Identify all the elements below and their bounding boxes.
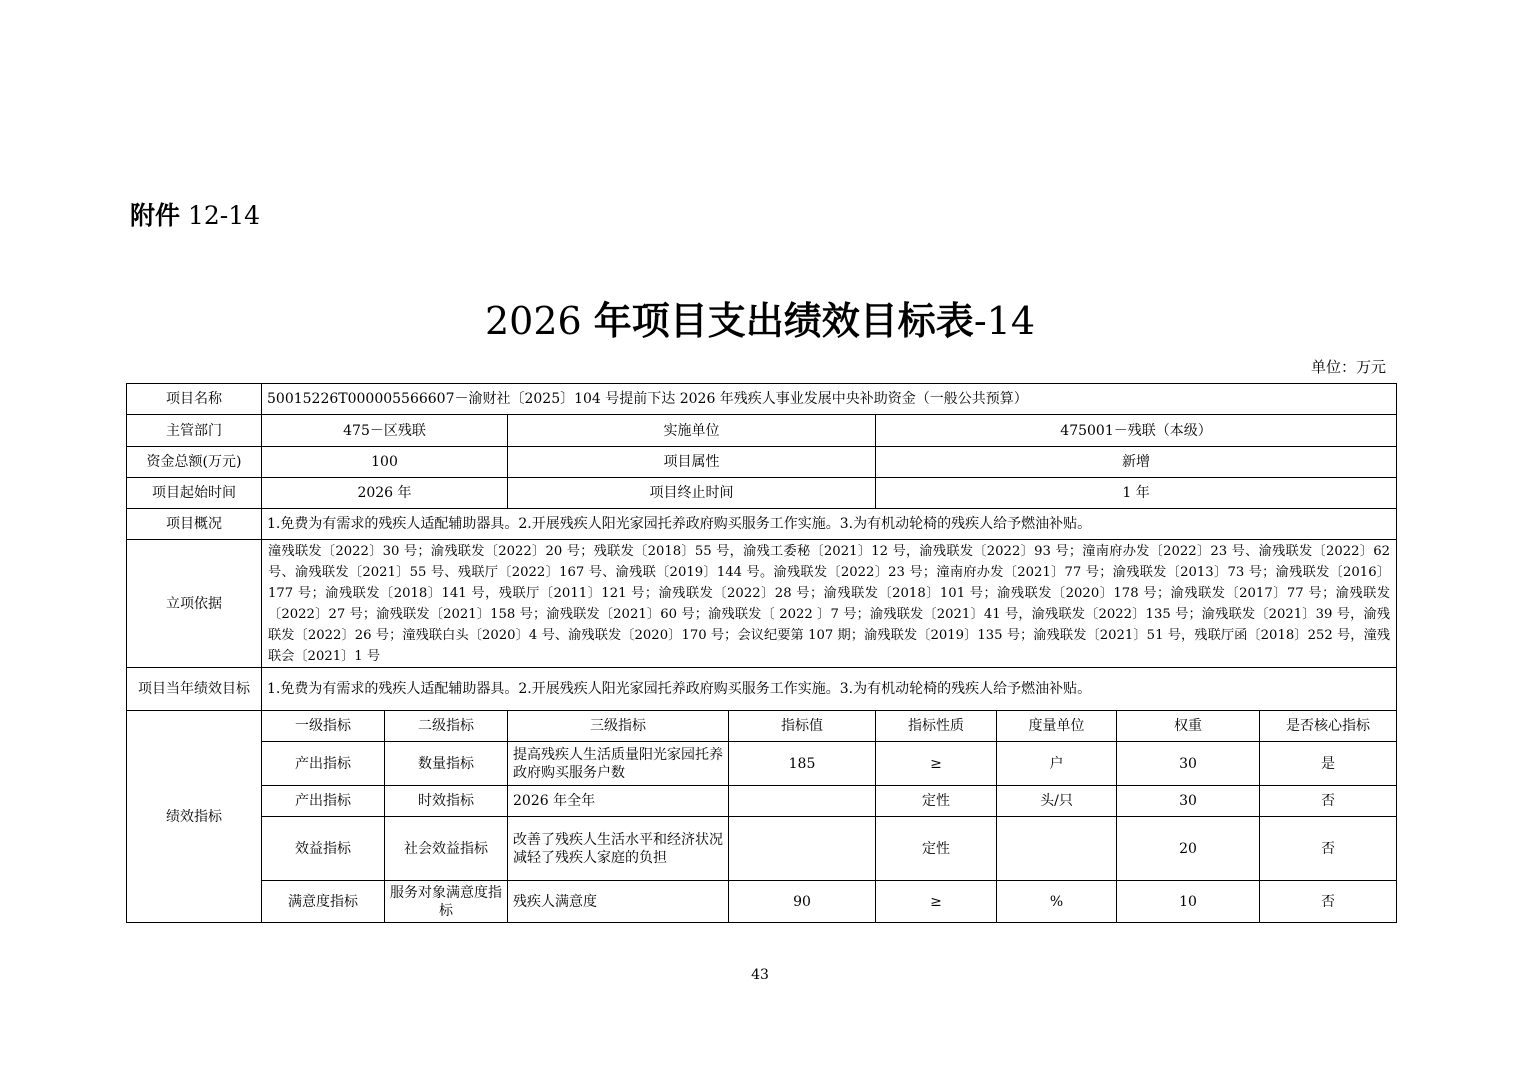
title-suffix: -14	[973, 299, 1036, 343]
table-row	[127, 817, 1397, 881]
project-name: 50015226T000005566607－渝财社〔2025〕104 号提前下达 2026 年残疾人事业发展中央补助资金（一般公共预算）	[262, 384, 1397, 415]
goal-label: 项目当年绩效目标	[127, 668, 262, 711]
attr-value: 新增	[876, 447, 1397, 478]
perf-cell	[729, 817, 876, 881]
perf-cell: 定性	[876, 817, 997, 881]
perf-cell: 2026 年全年	[508, 786, 729, 817]
perf-header: 指标值	[729, 711, 876, 742]
perf-cell	[997, 817, 1117, 881]
attachment-label: 附件	[130, 201, 181, 230]
perf-cell: 满意度指标	[262, 881, 385, 923]
perf-cell: 效益指标	[262, 817, 385, 881]
end-label: 项目终止时间	[508, 478, 876, 509]
overview-label: 项目概况	[127, 509, 262, 540]
perf-header: 二级指标	[385, 711, 508, 742]
table-row	[127, 540, 1397, 668]
page-title	[0, 296, 1520, 346]
attachment-number: 12-14	[187, 201, 261, 230]
overview-text: 1.免费为有需求的残疾人适配辅助器具。2.开展残疾人阳光家园托养政府购买服务工作实施。3.为有机动轮椅的残疾人给予燃油补贴。	[262, 509, 1397, 540]
perf-cell: %	[997, 881, 1117, 923]
basis-label: 立项依据	[127, 540, 262, 668]
funds-label: 资金总额(万元)	[127, 447, 262, 478]
table-row	[127, 881, 1397, 923]
project-name-label: 项目名称	[127, 384, 262, 415]
perf-cell: 185	[729, 742, 876, 786]
perf-header: 度量单位	[997, 711, 1117, 742]
perf-cell	[729, 786, 876, 817]
perf-cell: 30	[1117, 786, 1260, 817]
perf-cell: 产出指标	[262, 742, 385, 786]
impl-label: 实施单位	[508, 415, 876, 447]
funds-value: 100	[262, 447, 508, 478]
dept-value: 475－区残联	[262, 415, 508, 447]
perf-cell: 户	[997, 742, 1117, 786]
attr-label: 项目属性	[508, 447, 876, 478]
perf-cell: 否	[1260, 881, 1397, 923]
impl-value: 475001－残联（本级）	[876, 415, 1397, 447]
perf-label: 绩效指标	[127, 711, 262, 923]
perf-header: 三级指标	[508, 711, 729, 742]
basis-text: 潼残联发〔2022〕30 号；渝残联发〔2022〕20 号；残联发〔2018〕55 号，渝残工委秘〔2021〕12 号，渝残联发〔2022〕93 号；潼南府办发〔2022〕23 号、渝残联发〔2022〕62 号、渝残联发〔2021〕55 号、残联厅〔2022〕167 号、渝残联〔2019〕144 号。渝残联发〔2022〕23 号；潼南府办发〔2021〕77 号；渝残联发〔2013〕73 号；渝残联发〔2016〕177 号；渝残联发〔2018〕141 号，残联厅〔2011〕121 号；渝残联发〔2022〕28 号；渝残联发〔2018〕101 号；渝残联发〔2020〕178 号；渝残联发〔2017〕77 号；渝残联发〔2022〕27 号；渝残联发〔2021〕158 号；渝残联发〔2021〕60 号；渝残联发〔 2022 〕7 号；渝残联发〔2021〕41 号，渝残联发〔2022〕135 号；渝残联发〔2021〕39 号，渝残联发〔2022〕26 号；潼残联白头〔2020〕4 号、渝残联发〔2020〕170 号；会议纪要第 107 期；渝残联发〔2019〕135 号；渝残联发〔2021〕51 号，残联厅函〔2018〕252 号，潼残联会〔2021〕1 号	[262, 540, 1397, 668]
table-row	[127, 384, 1397, 415]
perf-cell: 否	[1260, 817, 1397, 881]
perf-cell: 30	[1117, 742, 1260, 786]
perf-cell: 时效指标	[385, 786, 508, 817]
start-label: 项目起始时间	[127, 478, 262, 509]
page-number: 43	[751, 967, 769, 983]
perf-cell: 否	[1260, 786, 1397, 817]
perf-header: 是否核心指标	[1260, 711, 1397, 742]
perf-cell: 提高残疾人生活质量阳光家园托养政府购买服务户数	[508, 742, 729, 786]
perf-cell: 残疾人满意度	[508, 881, 729, 923]
table-row	[127, 786, 1397, 817]
perf-cell: ≥	[876, 742, 997, 786]
perf-cell: 服务对象满意度指标	[385, 881, 508, 923]
table-row	[127, 447, 1397, 478]
perf-cell: 10	[1117, 881, 1260, 923]
table-row	[127, 742, 1397, 786]
perf-header: 权重	[1117, 711, 1260, 742]
perf-cell: 是	[1260, 742, 1397, 786]
dept-label: 主管部门	[127, 415, 262, 447]
table-row	[127, 668, 1397, 711]
perf-cell: 90	[729, 881, 876, 923]
table-row	[127, 415, 1397, 447]
perf-header: 指标性质	[876, 711, 997, 742]
perf-cell: 定性	[876, 786, 997, 817]
title-year: 2026	[484, 299, 582, 343]
attachment-heading	[130, 200, 260, 232]
perf-cell: 20	[1117, 817, 1260, 881]
end-value: 1 年	[876, 478, 1397, 509]
title-text: 年项目支出绩效目标表	[593, 299, 974, 343]
goal-text: 1.免费为有需求的残疾人适配辅助器具。2.开展残疾人阳光家园托养政府购买服务工作实施。3.为有机动轮椅的残疾人给予燃油补贴。	[262, 668, 1397, 711]
table-row	[127, 509, 1397, 540]
perf-cell: 产出指标	[262, 786, 385, 817]
perf-cell: 数量指标	[385, 742, 508, 786]
perf-cell: ≥	[876, 881, 997, 923]
perf-cell: 改善了残疾人生活水平和经济状况减轻了残疾人家庭的负担	[508, 817, 729, 881]
table-row	[127, 711, 1397, 742]
perf-cell: 头/只	[997, 786, 1117, 817]
table-row	[127, 478, 1397, 509]
perf-cell: 社会效益指标	[385, 817, 508, 881]
performance-table	[126, 383, 1397, 923]
start-value: 2026 年	[262, 478, 508, 509]
unit-label: 单位：万元	[1310, 358, 1386, 376]
perf-header: 一级指标	[262, 711, 385, 742]
